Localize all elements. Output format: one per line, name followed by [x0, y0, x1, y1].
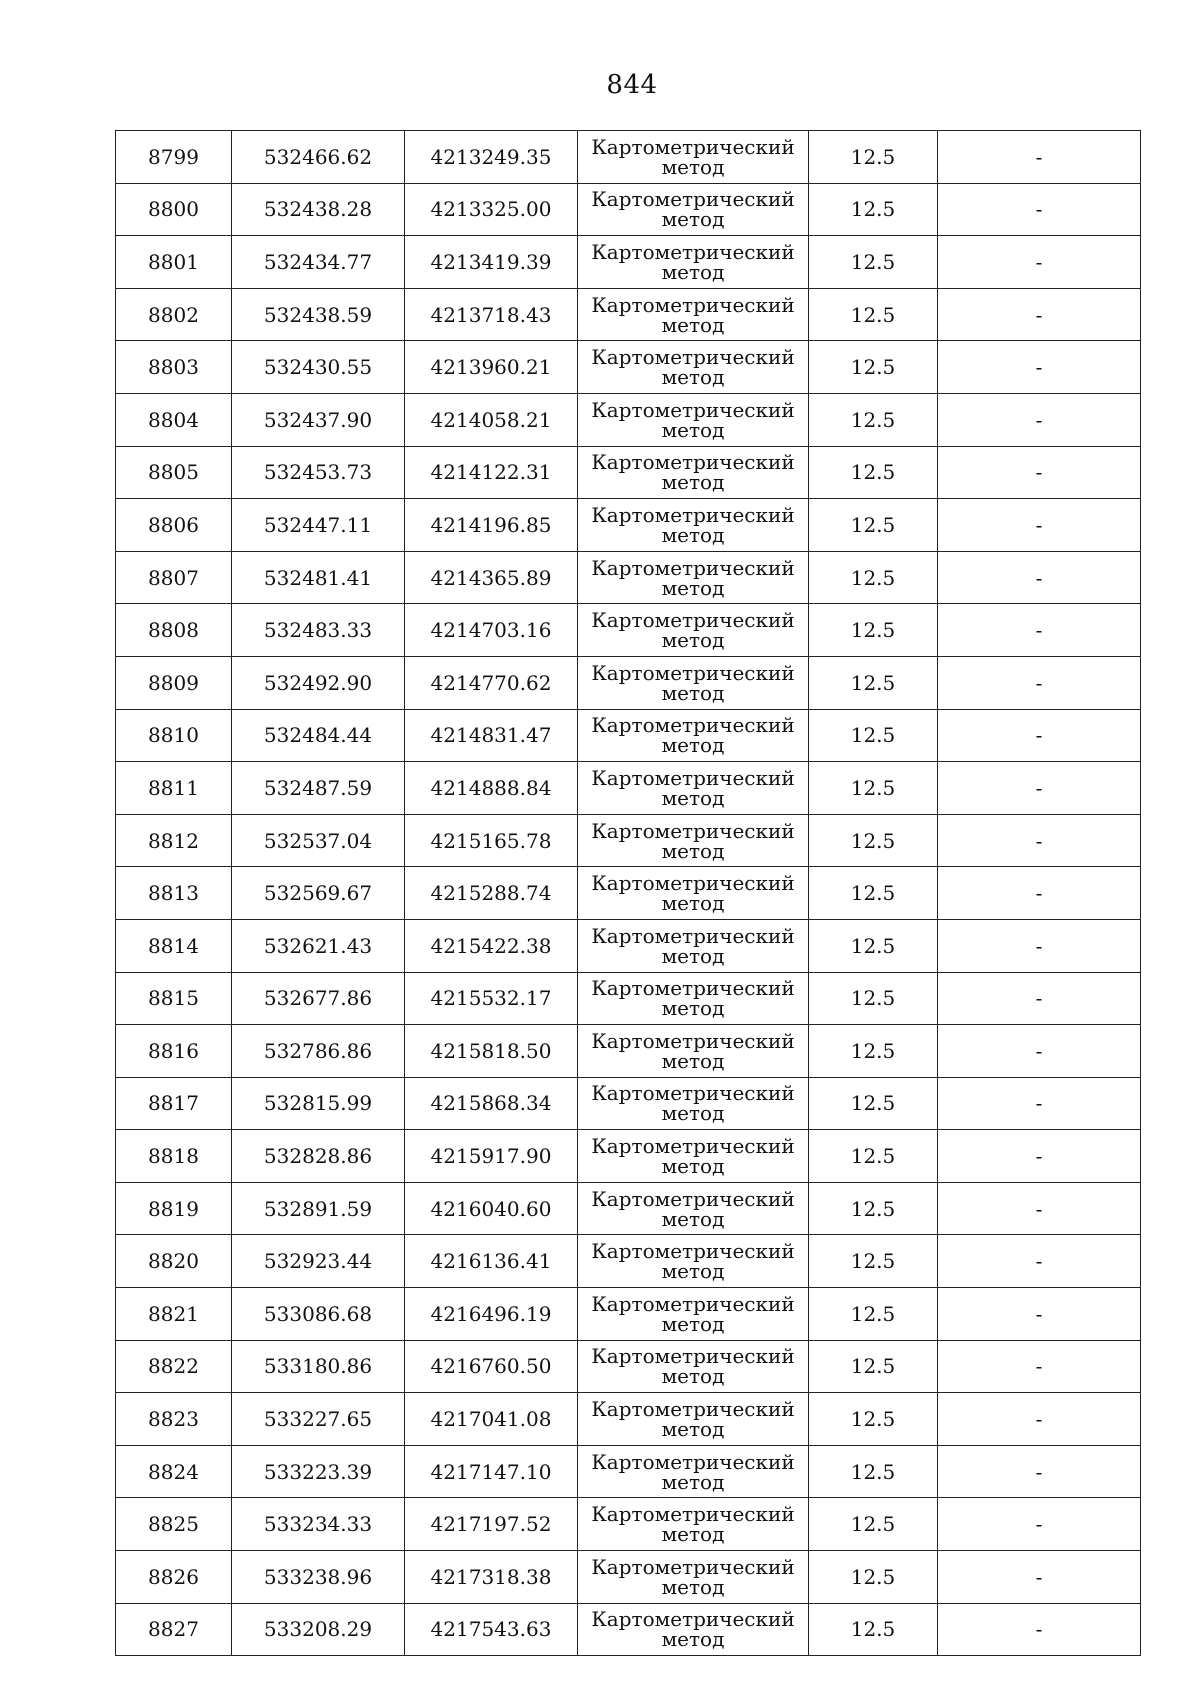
- point-number-cell: 8808: [116, 604, 232, 657]
- point-number-cell: 8814: [116, 919, 232, 972]
- point-number-cell: 8800: [116, 183, 232, 236]
- note-cell: -: [938, 1025, 1141, 1078]
- accuracy-cell: 12.5: [809, 551, 938, 604]
- x-coordinate-cell: 532677.86: [232, 972, 405, 1025]
- method-line-2: метод: [661, 1259, 725, 1284]
- table-row: [116, 1182, 1141, 1235]
- method-line-1: Картометрический: [591, 1554, 795, 1579]
- table-row: [116, 1498, 1141, 1551]
- point-number-cell: 8806: [116, 499, 232, 552]
- method-cell: [578, 1445, 809, 1498]
- method-line-2: метод: [661, 733, 725, 758]
- table-row: [116, 551, 1141, 604]
- point-number-cell: 8804: [116, 393, 232, 446]
- table-row: [116, 972, 1141, 1025]
- method-line-2: метод: [661, 1311, 725, 1336]
- accuracy-cell: 12.5: [809, 288, 938, 341]
- method-line-1: Картометрический: [591, 1134, 795, 1159]
- y-coordinate-cell: 4215917.90: [405, 1130, 578, 1183]
- method-line-2: метод: [661, 680, 725, 705]
- accuracy-cell: 12.5: [809, 1603, 938, 1656]
- method-line-2: метод: [661, 1469, 725, 1494]
- method-line-2: метод: [661, 1522, 725, 1547]
- accuracy-cell: 12.5: [809, 814, 938, 867]
- point-number-cell: 8816: [116, 1025, 232, 1078]
- table-row: [116, 1551, 1141, 1604]
- method-cell: [578, 1340, 809, 1393]
- note-cell: -: [938, 1445, 1141, 1498]
- method-line-1: Картометрический: [591, 923, 795, 948]
- y-coordinate-cell: 4215422.38: [405, 919, 578, 972]
- y-coordinate-cell: 4215288.74: [405, 867, 578, 920]
- method-line-1: Картометрический: [591, 818, 795, 843]
- accuracy-cell: 12.5: [809, 762, 938, 815]
- note-cell: -: [938, 867, 1141, 920]
- accuracy-cell: 12.5: [809, 341, 938, 394]
- method-cell: [578, 1235, 809, 1288]
- table-row: [116, 762, 1141, 815]
- y-coordinate-cell: 4213960.21: [405, 341, 578, 394]
- note-cell: -: [938, 131, 1141, 184]
- method-line-1: Картометрический: [591, 871, 795, 896]
- x-coordinate-cell: 532537.04: [232, 814, 405, 867]
- method-line-1: Картометрический: [591, 1186, 795, 1211]
- accuracy-cell: 12.5: [809, 919, 938, 972]
- method-line-2: метод: [661, 470, 725, 495]
- y-coordinate-cell: 4214770.62: [405, 656, 578, 709]
- method-line-1: Картометрический: [591, 1239, 795, 1264]
- point-number-cell: 8827: [116, 1603, 232, 1656]
- y-coordinate-cell: 4214831.47: [405, 709, 578, 762]
- y-coordinate-cell: 4214196.85: [405, 499, 578, 552]
- table-row: [116, 604, 1141, 657]
- method-line-1: Картометрический: [591, 1449, 795, 1474]
- method-cell: [578, 814, 809, 867]
- method-cell: [578, 919, 809, 972]
- accuracy-cell: 12.5: [809, 709, 938, 762]
- table-row: [116, 236, 1141, 289]
- point-number-cell: 8825: [116, 1498, 232, 1551]
- accuracy-cell: 12.5: [809, 1077, 938, 1130]
- accuracy-cell: 12.5: [809, 604, 938, 657]
- y-coordinate-cell: 4213718.43: [405, 288, 578, 341]
- table-row: [116, 1025, 1141, 1078]
- method-cell: [578, 604, 809, 657]
- method-line-2: метод: [661, 1154, 725, 1179]
- note-cell: -: [938, 499, 1141, 552]
- table-row: [116, 131, 1141, 184]
- note-cell: -: [938, 919, 1141, 972]
- accuracy-cell: 12.5: [809, 1393, 938, 1446]
- x-coordinate-cell: 533234.33: [232, 1498, 405, 1551]
- x-coordinate-cell: 532828.86: [232, 1130, 405, 1183]
- method-line-1: Картометрический: [591, 976, 795, 1001]
- method-line-2: метод: [661, 838, 725, 863]
- y-coordinate-cell: 4217147.10: [405, 1445, 578, 1498]
- method-line-2: метод: [661, 1101, 725, 1126]
- point-number-cell: 8803: [116, 341, 232, 394]
- method-cell: [578, 1182, 809, 1235]
- x-coordinate-cell: 532438.28: [232, 183, 405, 236]
- table-row: [116, 1130, 1141, 1183]
- y-coordinate-cell: 4216040.60: [405, 1182, 578, 1235]
- accuracy-cell: 12.5: [809, 1288, 938, 1341]
- method-line-1: Картометрический: [591, 1607, 795, 1632]
- table-row: [116, 183, 1141, 236]
- x-coordinate-cell: 532481.41: [232, 551, 405, 604]
- y-coordinate-cell: 4216760.50: [405, 1340, 578, 1393]
- y-coordinate-cell: 4215868.34: [405, 1077, 578, 1130]
- accuracy-cell: 12.5: [809, 1498, 938, 1551]
- accuracy-cell: 12.5: [809, 972, 938, 1025]
- method-line-1: Картометрический: [591, 1397, 795, 1422]
- method-cell: [578, 709, 809, 762]
- x-coordinate-cell: 532430.55: [232, 341, 405, 394]
- note-cell: -: [938, 656, 1141, 709]
- x-coordinate-cell: 533086.68: [232, 1288, 405, 1341]
- table-row: [116, 1445, 1141, 1498]
- point-number-cell: 8819: [116, 1182, 232, 1235]
- method-line-2: метод: [661, 207, 725, 232]
- method-line-1: Картометрический: [591, 555, 795, 580]
- accuracy-cell: 12.5: [809, 1235, 938, 1288]
- method-cell: [578, 1025, 809, 1078]
- point-number-cell: 8805: [116, 446, 232, 499]
- method-cell: [578, 551, 809, 604]
- table-row: [116, 446, 1141, 499]
- method-cell: [578, 762, 809, 815]
- note-cell: -: [938, 1393, 1141, 1446]
- point-number-cell: 8809: [116, 656, 232, 709]
- y-coordinate-cell: 4217543.63: [405, 1603, 578, 1656]
- accuracy-cell: 12.5: [809, 1130, 938, 1183]
- table-row: [116, 1393, 1141, 1446]
- method-line-2: метод: [661, 1364, 725, 1389]
- method-line-1: Картометрический: [591, 397, 795, 422]
- table-row: [116, 867, 1141, 920]
- y-coordinate-cell: 4217197.52: [405, 1498, 578, 1551]
- coordinates-table: [115, 130, 1141, 1656]
- point-number-cell: 8811: [116, 762, 232, 815]
- method-line-2: метод: [661, 996, 725, 1021]
- y-coordinate-cell: 4214365.89: [405, 551, 578, 604]
- note-cell: -: [938, 1340, 1141, 1393]
- table-row: [116, 814, 1141, 867]
- method-cell: [578, 341, 809, 394]
- method-line-2: метод: [661, 154, 725, 179]
- table-body: [116, 131, 1141, 1656]
- x-coordinate-cell: 532923.44: [232, 1235, 405, 1288]
- table-row: [116, 1235, 1141, 1288]
- method-cell: [578, 1130, 809, 1183]
- note-cell: -: [938, 236, 1141, 289]
- x-coordinate-cell: 532891.59: [232, 1182, 405, 1235]
- method-line-2: метод: [661, 575, 725, 600]
- accuracy-cell: 12.5: [809, 1445, 938, 1498]
- accuracy-cell: 12.5: [809, 1340, 938, 1393]
- note-cell: -: [938, 1182, 1141, 1235]
- accuracy-cell: 12.5: [809, 183, 938, 236]
- accuracy-cell: 12.5: [809, 499, 938, 552]
- method-cell: [578, 867, 809, 920]
- x-coordinate-cell: 533180.86: [232, 1340, 405, 1393]
- point-number-cell: 8810: [116, 709, 232, 762]
- y-coordinate-cell: 4215818.50: [405, 1025, 578, 1078]
- note-cell: -: [938, 1130, 1141, 1183]
- note-cell: -: [938, 1498, 1141, 1551]
- y-coordinate-cell: 4214058.21: [405, 393, 578, 446]
- method-line-2: метод: [661, 259, 725, 284]
- note-cell: -: [938, 709, 1141, 762]
- point-number-cell: 8821: [116, 1288, 232, 1341]
- y-coordinate-cell: 4215532.17: [405, 972, 578, 1025]
- accuracy-cell: 12.5: [809, 393, 938, 446]
- note-cell: -: [938, 288, 1141, 341]
- point-number-cell: 8822: [116, 1340, 232, 1393]
- x-coordinate-cell: 532786.86: [232, 1025, 405, 1078]
- point-number-cell: 8799: [116, 131, 232, 184]
- method-cell: [578, 1288, 809, 1341]
- x-coordinate-cell: 532438.59: [232, 288, 405, 341]
- method-cell: [578, 1551, 809, 1604]
- method-cell: [578, 393, 809, 446]
- table-row: [116, 288, 1141, 341]
- table-row: [116, 709, 1141, 762]
- method-line-1: Картометрический: [591, 134, 795, 159]
- y-coordinate-cell: 4215165.78: [405, 814, 578, 867]
- x-coordinate-cell: 532621.43: [232, 919, 405, 972]
- y-coordinate-cell: 4213419.39: [405, 236, 578, 289]
- x-coordinate-cell: 532483.33: [232, 604, 405, 657]
- x-coordinate-cell: 532434.77: [232, 236, 405, 289]
- x-coordinate-cell: 532492.90: [232, 656, 405, 709]
- x-coordinate-cell: 532569.67: [232, 867, 405, 920]
- method-line-1: Картометрический: [591, 608, 795, 633]
- point-number-cell: 8820: [116, 1235, 232, 1288]
- point-number-cell: 8824: [116, 1445, 232, 1498]
- table-row: [116, 1077, 1141, 1130]
- table-row: [116, 1603, 1141, 1656]
- method-cell: [578, 499, 809, 552]
- x-coordinate-cell: 533227.65: [232, 1393, 405, 1446]
- x-coordinate-cell: 533223.39: [232, 1445, 405, 1498]
- method-cell: [578, 1077, 809, 1130]
- x-coordinate-cell: 532487.59: [232, 762, 405, 815]
- table-row: [116, 393, 1141, 446]
- table-row: [116, 341, 1141, 394]
- method-line-2: метод: [661, 943, 725, 968]
- method-line-1: Картометрический: [591, 660, 795, 685]
- note-cell: -: [938, 604, 1141, 657]
- method-cell: [578, 288, 809, 341]
- note-cell: -: [938, 972, 1141, 1025]
- method-line-1: Картометрический: [591, 450, 795, 475]
- note-cell: -: [938, 1077, 1141, 1130]
- table-row: [116, 1288, 1141, 1341]
- method-cell: [578, 236, 809, 289]
- accuracy-cell: 12.5: [809, 1182, 938, 1235]
- method-line-2: метод: [661, 417, 725, 442]
- x-coordinate-cell: 532447.11: [232, 499, 405, 552]
- x-coordinate-cell: 533238.96: [232, 1551, 405, 1604]
- y-coordinate-cell: 4216136.41: [405, 1235, 578, 1288]
- point-number-cell: 8807: [116, 551, 232, 604]
- x-coordinate-cell: 532484.44: [232, 709, 405, 762]
- point-number-cell: 8823: [116, 1393, 232, 1446]
- method-cell: [578, 183, 809, 236]
- point-number-cell: 8817: [116, 1077, 232, 1130]
- method-line-2: метод: [661, 522, 725, 547]
- method-line-1: Картометрический: [591, 239, 795, 264]
- note-cell: -: [938, 446, 1141, 499]
- y-coordinate-cell: 4217318.38: [405, 1551, 578, 1604]
- method-cell: [578, 131, 809, 184]
- page-number: 844: [606, 70, 658, 100]
- method-line-1: Картометрический: [591, 292, 795, 317]
- method-line-2: метод: [661, 365, 725, 390]
- y-coordinate-cell: 4216496.19: [405, 1288, 578, 1341]
- method-cell: [578, 1393, 809, 1446]
- y-coordinate-cell: 4214888.84: [405, 762, 578, 815]
- accuracy-cell: 12.5: [809, 1025, 938, 1078]
- point-number-cell: 8802: [116, 288, 232, 341]
- x-coordinate-cell: 532815.99: [232, 1077, 405, 1130]
- method-line-2: метод: [661, 1048, 725, 1073]
- method-line-1: Картометрический: [591, 1291, 795, 1316]
- method-line-1: Картометрический: [591, 1081, 795, 1106]
- y-coordinate-cell: 4213325.00: [405, 183, 578, 236]
- accuracy-cell: 12.5: [809, 867, 938, 920]
- method-line-1: Картометрический: [591, 345, 795, 370]
- method-line-2: метод: [661, 1627, 725, 1652]
- method-line-1: Картометрический: [591, 1028, 795, 1053]
- y-coordinate-cell: 4214122.31: [405, 446, 578, 499]
- note-cell: -: [938, 183, 1141, 236]
- method-line-1: Картометрический: [591, 502, 795, 527]
- point-number-cell: 8812: [116, 814, 232, 867]
- method-line-1: Картометрический: [591, 187, 795, 212]
- note-cell: -: [938, 1235, 1141, 1288]
- method-line-1: Картометрический: [591, 713, 795, 738]
- method-line-2: метод: [661, 1574, 725, 1599]
- x-coordinate-cell: 532453.73: [232, 446, 405, 499]
- accuracy-cell: 12.5: [809, 1551, 938, 1604]
- x-coordinate-cell: 533208.29: [232, 1603, 405, 1656]
- x-coordinate-cell: 532437.90: [232, 393, 405, 446]
- y-coordinate-cell: 4213249.35: [405, 131, 578, 184]
- point-number-cell: 8818: [116, 1130, 232, 1183]
- method-line-2: метод: [661, 891, 725, 916]
- accuracy-cell: 12.5: [809, 131, 938, 184]
- point-number-cell: 8801: [116, 236, 232, 289]
- method-cell: [578, 1498, 809, 1551]
- note-cell: -: [938, 814, 1141, 867]
- table-row: [116, 1340, 1141, 1393]
- method-cell: [578, 656, 809, 709]
- method-cell: [578, 972, 809, 1025]
- method-cell: [578, 446, 809, 499]
- accuracy-cell: 12.5: [809, 236, 938, 289]
- y-coordinate-cell: 4217041.08: [405, 1393, 578, 1446]
- method-line-2: метод: [661, 1206, 725, 1231]
- method-line-2: метод: [661, 312, 725, 337]
- method-line-1: Картометрический: [591, 1502, 795, 1527]
- note-cell: -: [938, 1551, 1141, 1604]
- note-cell: -: [938, 1603, 1141, 1656]
- method-line-2: метод: [661, 1417, 725, 1442]
- point-number-cell: 8826: [116, 1551, 232, 1604]
- note-cell: -: [938, 393, 1141, 446]
- accuracy-cell: 12.5: [809, 656, 938, 709]
- note-cell: -: [938, 341, 1141, 394]
- table-row: [116, 656, 1141, 709]
- method-line-1: Картометрический: [591, 765, 795, 790]
- method-cell: [578, 1603, 809, 1656]
- table-row: [116, 919, 1141, 972]
- note-cell: -: [938, 551, 1141, 604]
- method-line-2: метод: [661, 785, 725, 810]
- note-cell: -: [938, 1288, 1141, 1341]
- note-cell: -: [938, 762, 1141, 815]
- x-coordinate-cell: 532466.62: [232, 131, 405, 184]
- point-number-cell: 8815: [116, 972, 232, 1025]
- method-line-2: метод: [661, 628, 725, 653]
- y-coordinate-cell: 4214703.16: [405, 604, 578, 657]
- point-number-cell: 8813: [116, 867, 232, 920]
- method-line-1: Картометрический: [591, 1344, 795, 1369]
- table-row: [116, 499, 1141, 552]
- accuracy-cell: 12.5: [809, 446, 938, 499]
